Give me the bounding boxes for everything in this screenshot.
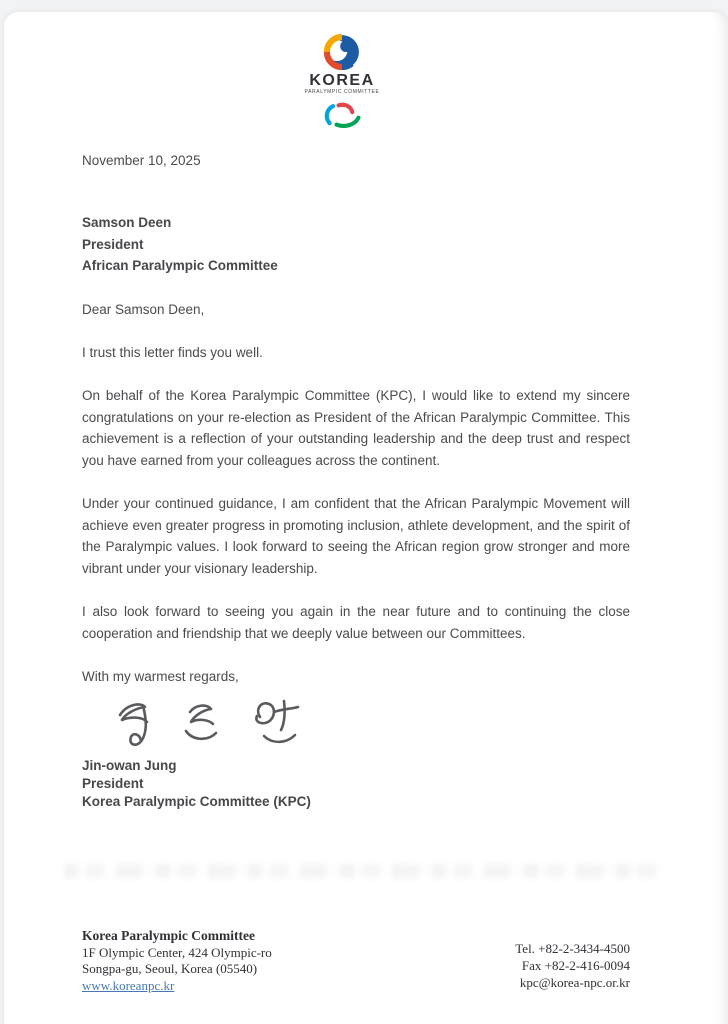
paragraph-1: I trust this letter finds you well.	[82, 344, 263, 360]
kpc-logo	[282, 34, 402, 129]
letter-date: November 10, 2025	[82, 153, 201, 168]
footer-contact-block	[515, 940, 630, 991]
letter-page	[4, 12, 728, 1024]
salutation: Dear Samson Deen,	[82, 301, 205, 317]
footer-address-line2: Songpa-gu, Seoul, Korea (05540)	[82, 961, 258, 976]
footer-address-block	[82, 928, 272, 994]
handwritten-signature	[114, 697, 314, 755]
recipient-title: President	[82, 236, 144, 252]
footer-tel: Tel. +82-2-3434-4500	[515, 941, 630, 956]
paragraph-2: On behalf of the Korea Paralympic Committee (KPC), I would like to extend my sincere congratulations on your re-election as President of the African Paralympic Committee. This achievement is a reflection of your outstanding leadership and the deep trust and respect you have earned from your colleagues across the continent.	[82, 388, 630, 468]
logo-subtitle: PARALYMPIC COMMITTEE	[304, 89, 380, 95]
page-bleed-through	[64, 864, 658, 878]
signer-block	[82, 757, 630, 811]
signer-org: Korea Paralympic Committee (KPC)	[82, 794, 311, 809]
recipient-name: Samson Deen	[82, 215, 172, 230]
letterhead-footer	[82, 928, 630, 994]
logo-wordmark: KOREA	[309, 72, 375, 89]
footer-website-link[interactable]: www.koreanpc.kr	[82, 977, 175, 993]
footer-fax: Fax +82-2-416-0094	[521, 958, 630, 973]
closing-line: With my warmest regards,	[82, 669, 239, 684]
paralympic-agitos-icon	[320, 101, 364, 129]
footer-email: kpc@korea-npc.or.kr	[519, 975, 630, 990]
kpc-taegeuk-swirl-icon	[324, 34, 360, 70]
signer-name: Jin-owan Jung	[82, 758, 177, 773]
paragraph-4: I also look forward to seeing you again in the near future and to continuing the close cooperation and friendship that we deeply value between our Committees.	[82, 604, 630, 641]
signer-title: President	[82, 776, 144, 791]
recipient-block	[82, 212, 630, 277]
footer-address-line1: 1F Olympic Center, 424 Olympic-ro	[82, 944, 272, 960]
paragraph-3: Under your continued guidance, I am confident that the African Paralympic Movement will achieve even greater progress in promoting inclusion, athlete development, and the spirit of the Paralympic values. I look forward to seeing the African region grow stronger and more vibrant under your visionary leadership.	[82, 496, 630, 576]
footer-org-name: Korea Paralympic Committee	[82, 928, 255, 943]
recipient-org: African Paralympic Committee	[82, 258, 278, 273]
